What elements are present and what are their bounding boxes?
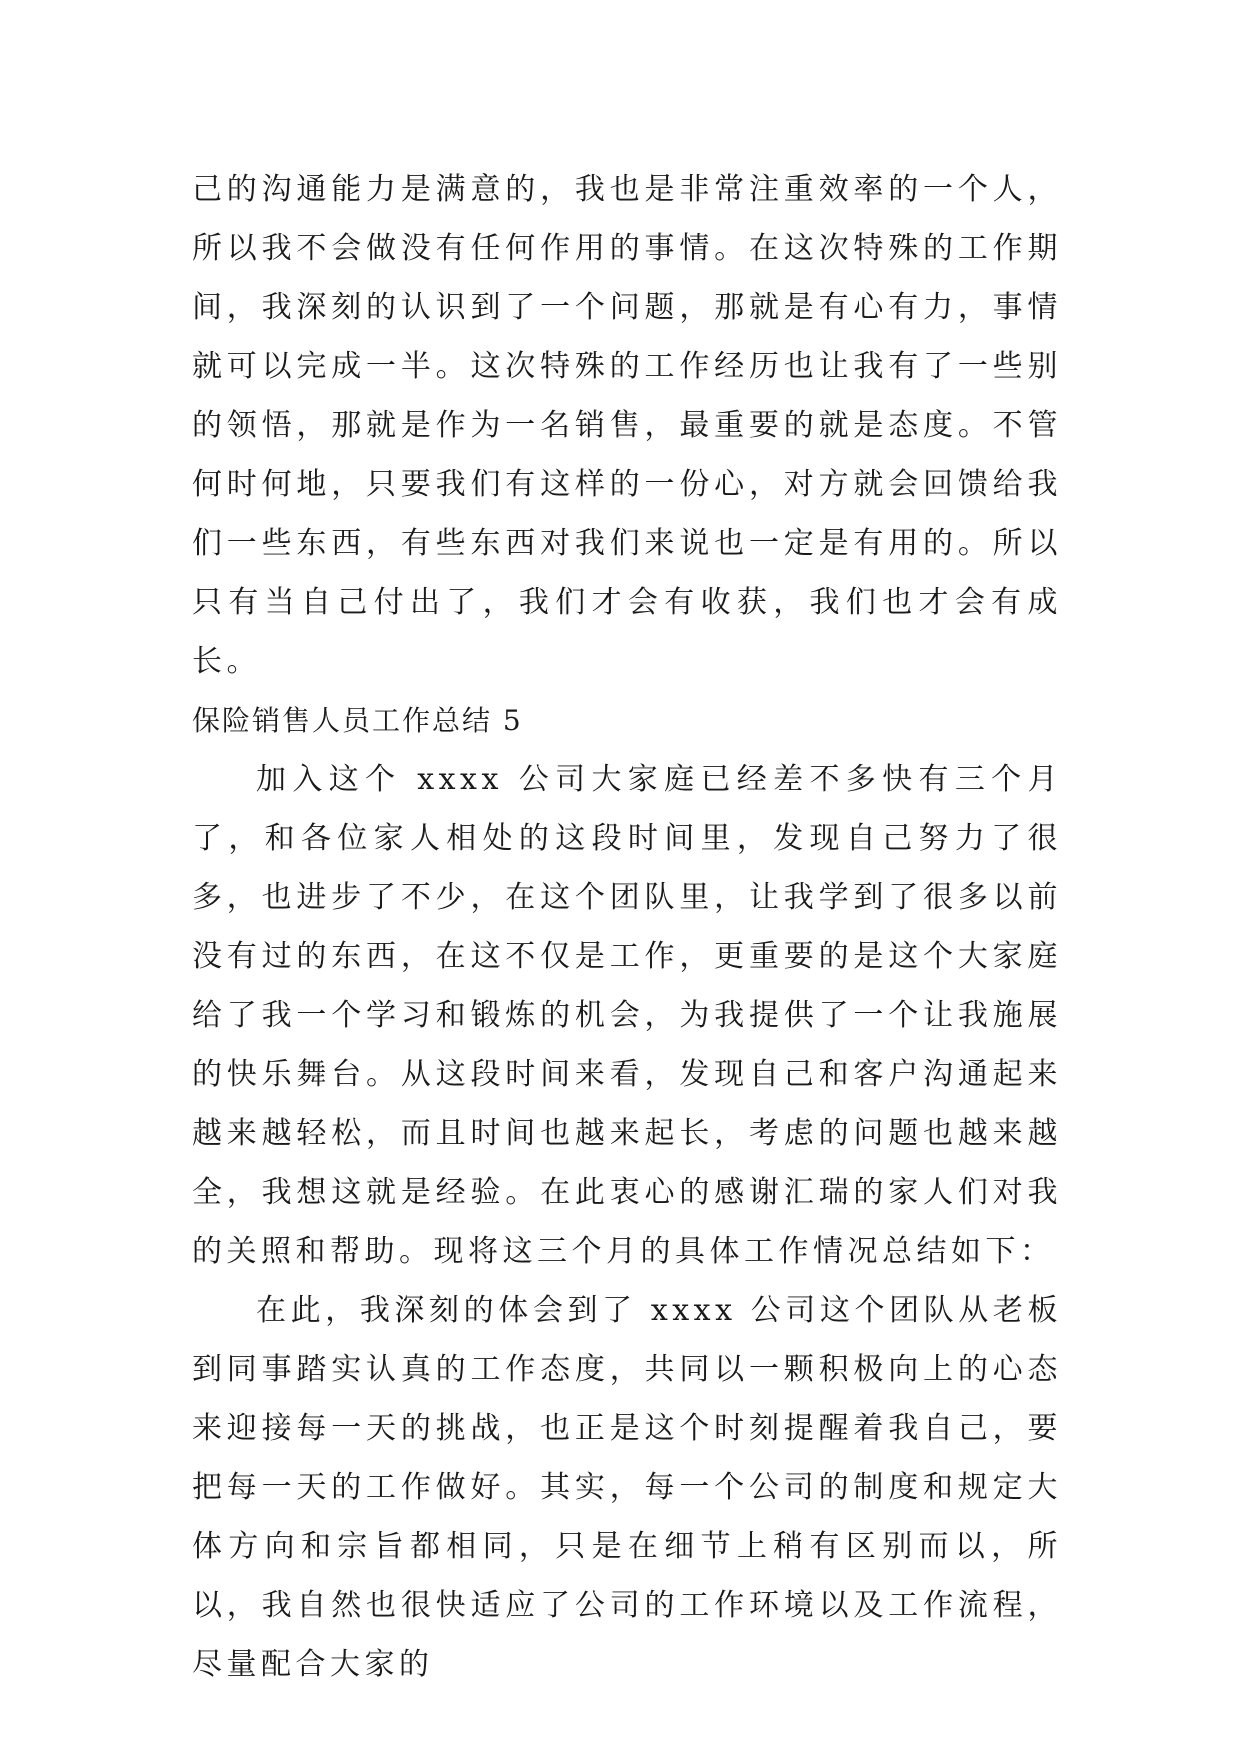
body-paragraph-1: 加入这个 xxxx 公司大家庭已经差不多快有三个月了，和各位家人相处的这段时间里，发现自己努力了很多，也进步了不少，在这个团队里，让我学到了很多以前没有过的东西，在这不仅是工作，更重要的是这个大家庭给了我一个学习和锻炼的机会，为我提供了一个让我施展的快乐舞台。从这段时间来看，发现自己和客户沟通起来越来越轻松，而且时间也越来起长，考虑的问题也越来越全，我想这就是经验。在此衷心的感谢汇瑞的家人们对我的关照和帮助。现将这三个月的具体工作情况总结如下： (192, 762, 1062, 1269)
section-title: 保险销售人员工作总结 5 (192, 704, 523, 737)
continuation-paragraph: 己的沟通能力是满意的，我也是非常注重效率的一个人，所以我不会做没有任何作用的事情。在这次特殊的工作期间，我深刻的认识到了一个问题，那就是有心有力，事情就可以完成一半。这次特殊的工作经历也让我有了一些别的领悟，那就是作为一名销售，最重要的就是态度。不管何时何地，只要我们有这样的一份心，对方就会回馈给我们一些东西，有些东西对我们来说也一定是有用的。所以只有当自己付出了，我们才会有收获，我们也才会有成长。 (192, 172, 1062, 679)
body-paragraph-2: 在此，我深刻的体会到了 xxxx 公司这个团队从老板到同事踏实认真的工作态度，共同以一颗积极向上的心态来迎接每一天的挑战，也正是这个时刻提醒着我自己，要把每一天的工作做好。其实，每一个公司的制度和规定大体方向和宗旨都相同，只是在细节上稍有区别而以，所以，我自然也很快适应了公司的工作环境以及工作流程，尽量配合大家的 (192, 1293, 1062, 1682)
document-body (192, 160, 1062, 1694)
